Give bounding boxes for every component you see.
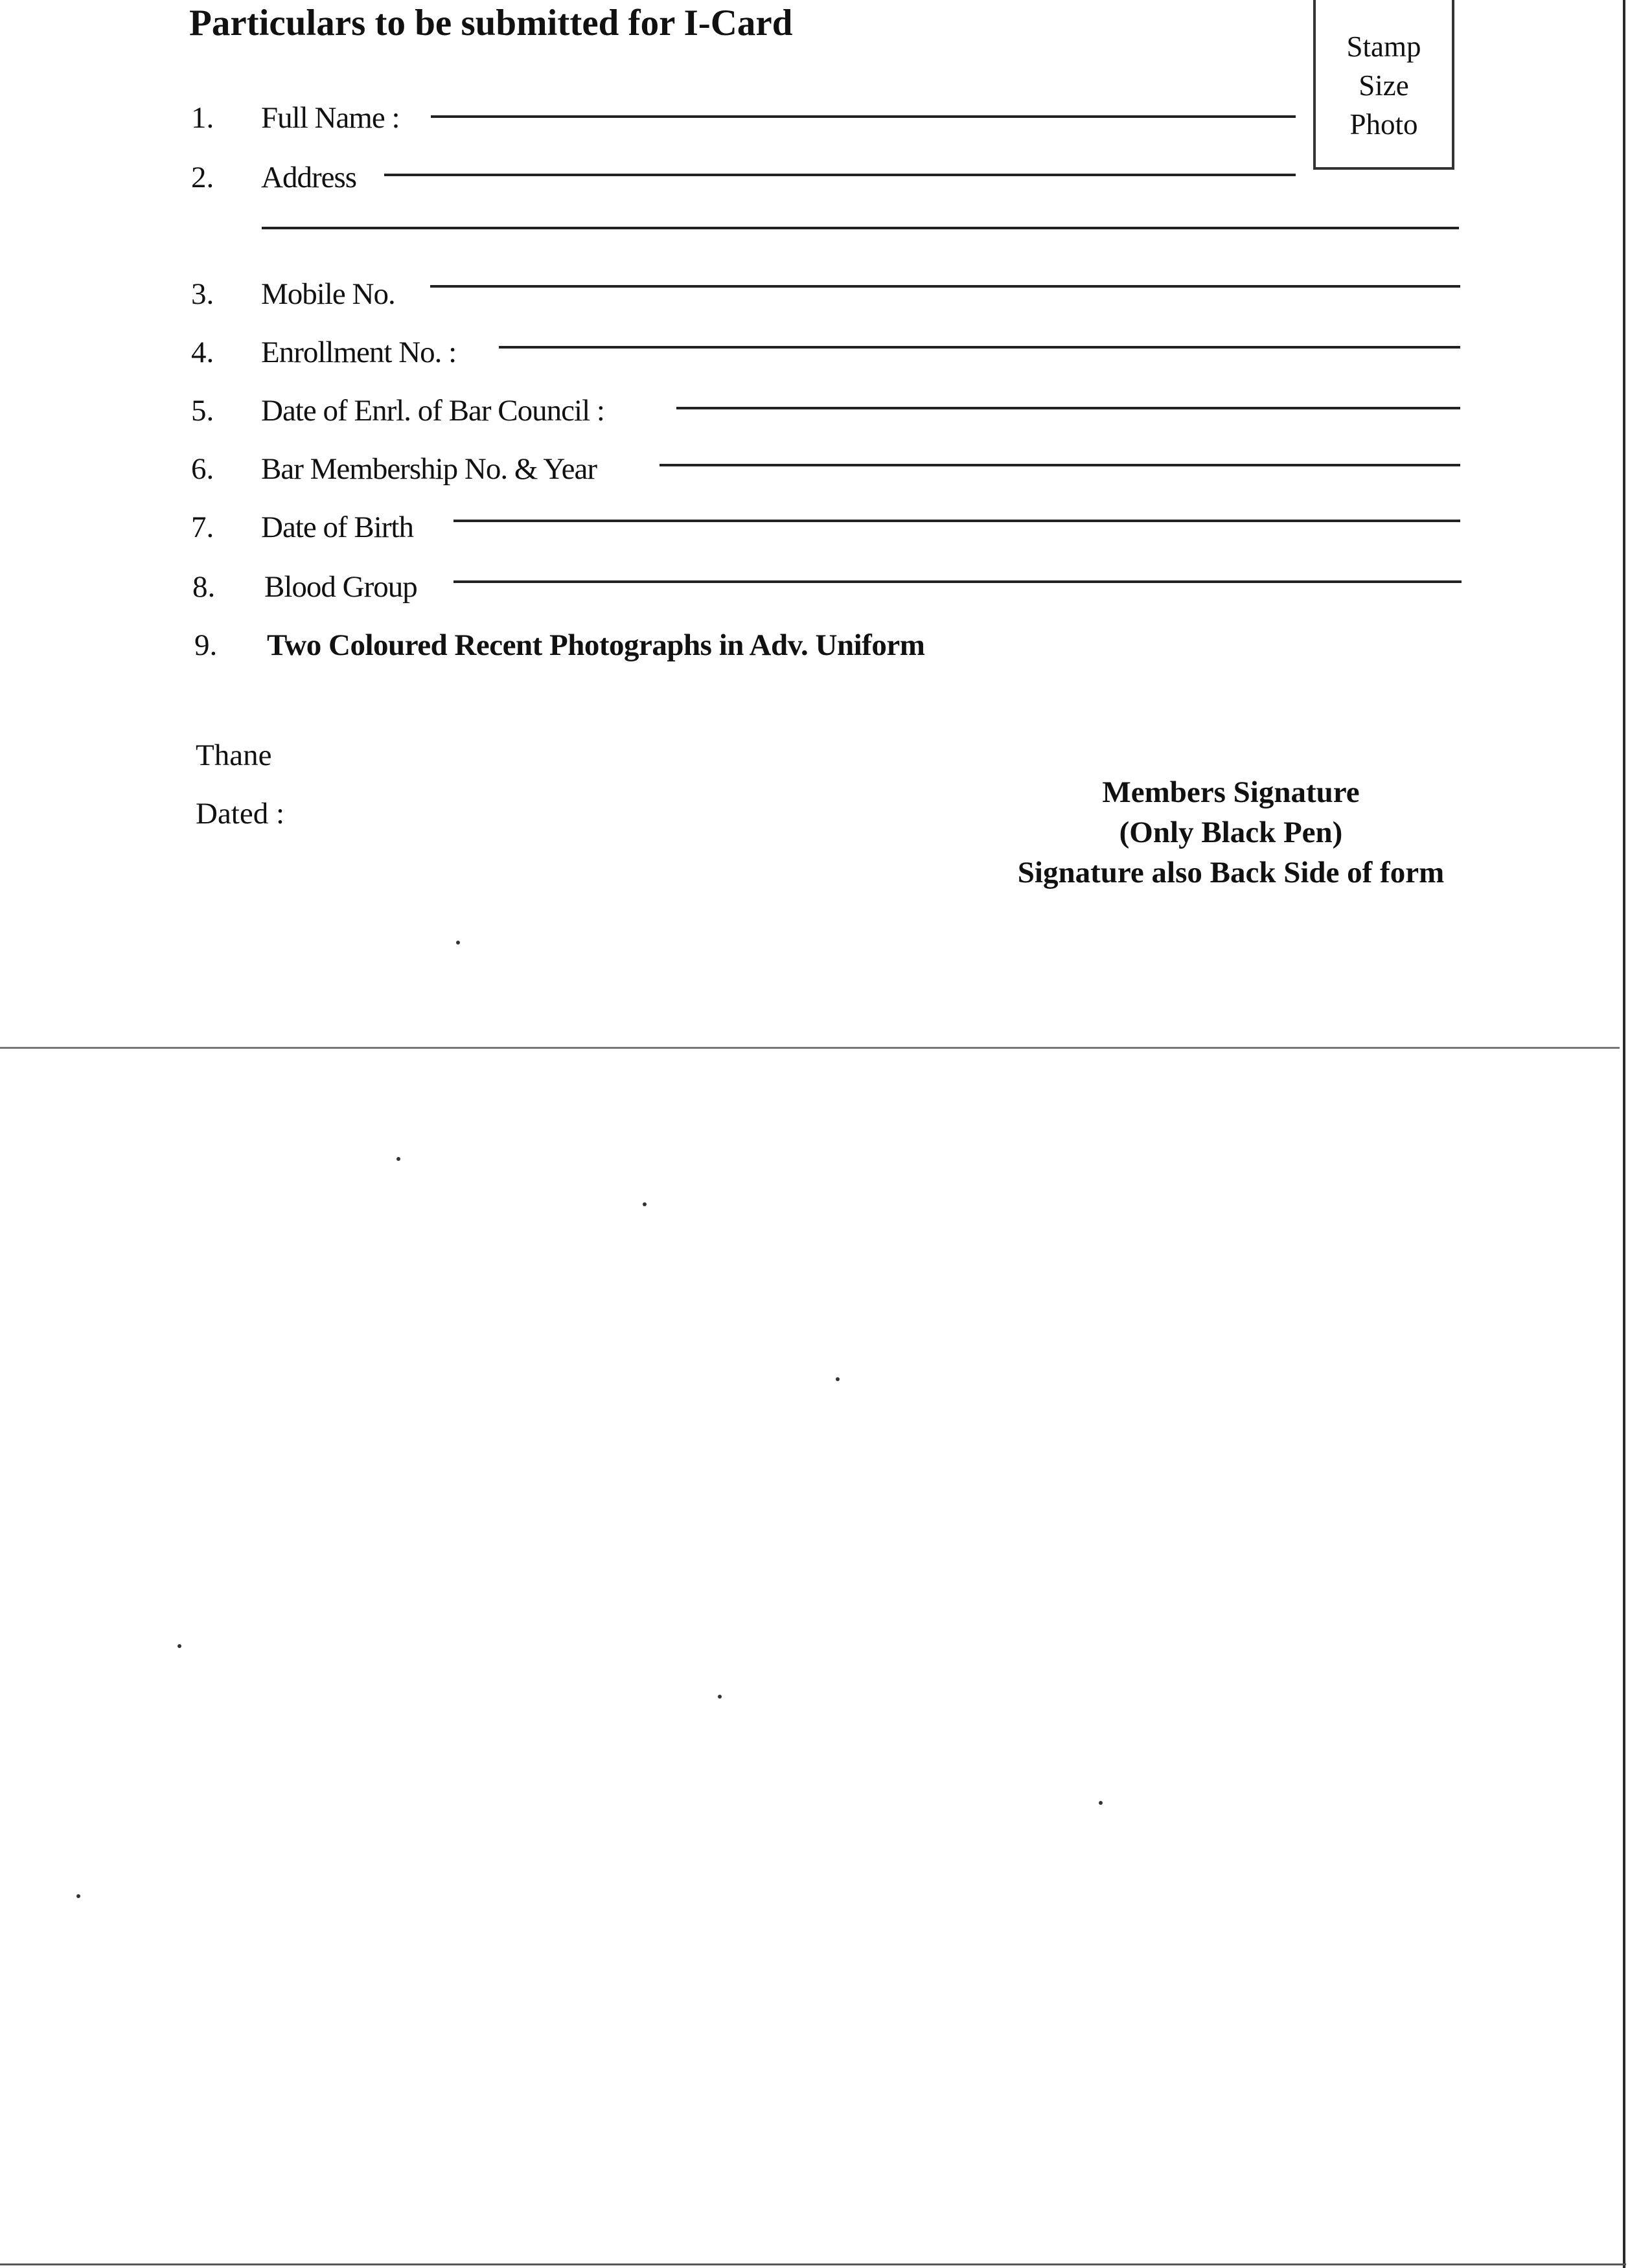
- field-number: 9.: [194, 628, 218, 662]
- address-input-line-2[interactable]: [262, 227, 1459, 229]
- mobile-input-line[interactable]: [430, 285, 1460, 288]
- field-row-full-name: [191, 91, 1305, 136]
- bar-council-date-input-line[interactable]: [676, 407, 1460, 409]
- scan-speck: [456, 941, 460, 945]
- dated-label: Dated :: [196, 797, 285, 830]
- field-number: 3.: [191, 277, 214, 311]
- field-row-mobile: [191, 267, 1461, 312]
- photo-box-line-3: Photo: [1349, 108, 1418, 141]
- signature-back-note: Signature also Back Side of form: [1017, 856, 1445, 889]
- field-number: 1.: [191, 101, 214, 135]
- field-label-bar-council-date: Date of Enrl. of Bar Council :: [261, 394, 604, 428]
- page-bottom-edge: [0, 2263, 1626, 2265]
- field-label-bar-membership: Bar Membership No. & Year: [261, 452, 597, 486]
- blood-group-input-line[interactable]: [453, 580, 1462, 583]
- field-number: 4.: [191, 336, 214, 369]
- field-label-mobile: Mobile No.: [261, 277, 395, 311]
- photo-box-line-1: Stamp: [1346, 30, 1421, 63]
- scan-speck: [1099, 1801, 1103, 1805]
- scan-speck: [178, 1644, 181, 1648]
- field-row-photographs: [194, 618, 1231, 663]
- enrollment-input-line[interactable]: [499, 346, 1460, 349]
- signature-pen-note: (Only Black Pen): [1119, 816, 1343, 849]
- scan-speck: [643, 1202, 647, 1206]
- scan-speck: [396, 1157, 400, 1161]
- field-number: 6.: [191, 452, 214, 486]
- bar-membership-input-line[interactable]: [660, 464, 1460, 466]
- field-label-blood-group: Blood Group: [264, 570, 417, 604]
- address-input-line-1[interactable]: [384, 174, 1296, 176]
- form-title: Particulars to be submitted for I-Card: [189, 3, 793, 43]
- photo-box: [1313, 0, 1454, 170]
- scan-speck: [76, 1894, 80, 1898]
- page-right-edge: [1623, 0, 1625, 2268]
- signature-title: Members Signature: [1102, 775, 1360, 809]
- field-number: 5.: [191, 394, 214, 428]
- cut-line-divider: [0, 1047, 1620, 1049]
- full-name-input-line[interactable]: [431, 115, 1296, 118]
- field-label-photographs: Two Coloured Recent Photographs in Adv. Uniform: [267, 628, 925, 662]
- field-label-enrollment: Enrollment No. :: [261, 336, 457, 369]
- field-number: 7.: [191, 510, 214, 544]
- field-row-date-of-birth: [191, 500, 1461, 545]
- field-number: 2.: [191, 161, 214, 194]
- date-of-birth-input-line[interactable]: [453, 520, 1460, 522]
- field-row-address: [191, 150, 1305, 196]
- place-text: Thane: [196, 739, 272, 772]
- field-number: 8.: [192, 570, 216, 604]
- scan-speck: [718, 1695, 722, 1699]
- photo-box-line-2: Size: [1359, 69, 1409, 102]
- field-label-date-of-birth: Date of Birth: [261, 510, 413, 544]
- field-row-bar-council-date: [191, 384, 1461, 429]
- field-label-address: Address: [261, 161, 357, 194]
- field-label-full-name: Full Name :: [261, 101, 400, 135]
- scan-speck: [836, 1377, 840, 1381]
- signature-block: [972, 772, 1490, 893]
